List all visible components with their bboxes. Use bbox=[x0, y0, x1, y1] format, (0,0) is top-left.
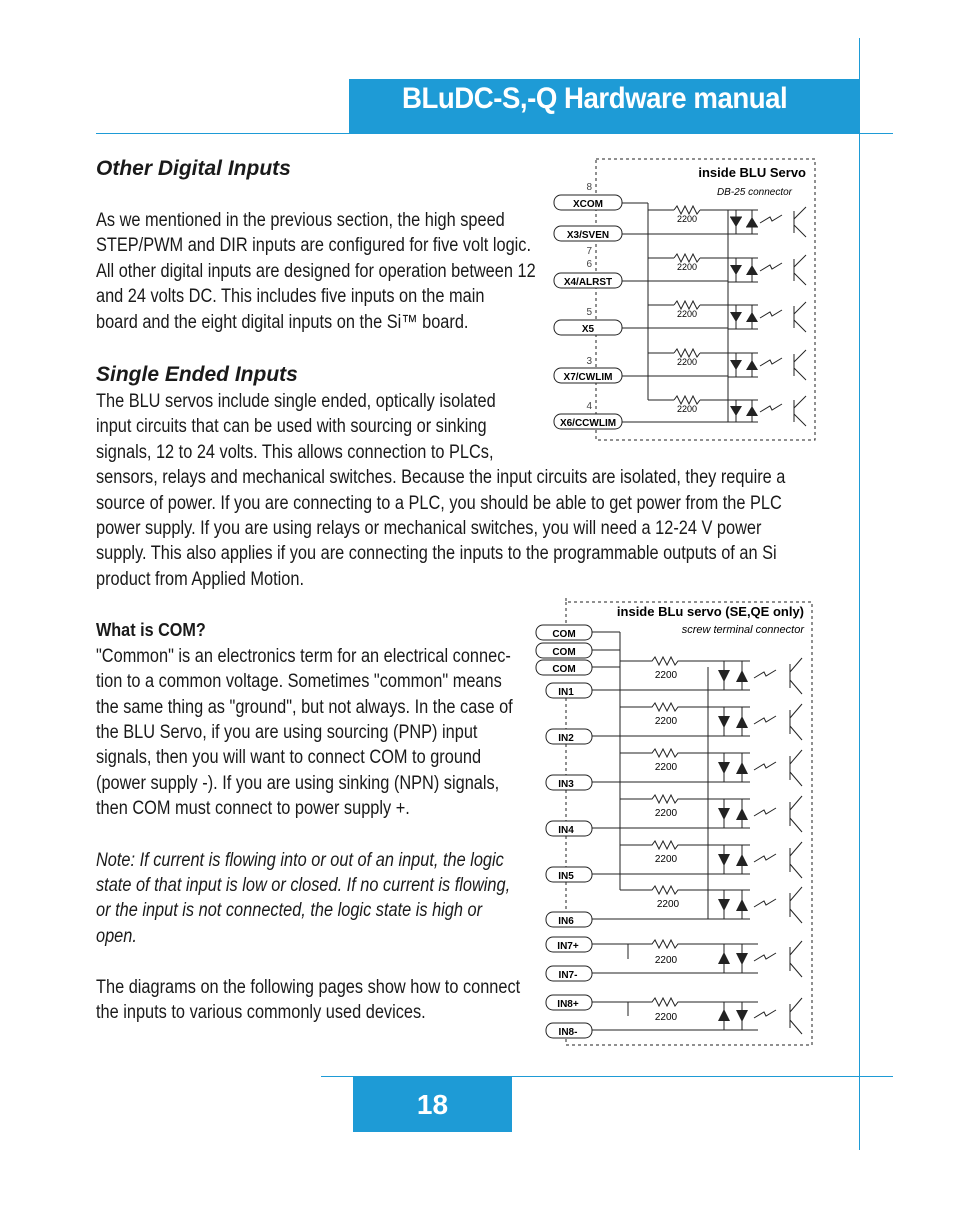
pin-x4-alrst bbox=[554, 273, 622, 288]
terminal-com-3 bbox=[536, 660, 592, 675]
pin-x3-sven bbox=[554, 226, 622, 241]
diagram2-boundary bbox=[566, 598, 812, 1045]
svg-text:X7/CWLIM: X7/CWLIM bbox=[563, 372, 613, 383]
text-line: The BLU servos include single ended, optically isolated bbox=[96, 391, 496, 412]
input-channel bbox=[648, 254, 806, 285]
text-line: signals, then you will want to connect COM to ground bbox=[96, 747, 482, 768]
heading-what-is-com: What is COM? bbox=[96, 620, 206, 640]
input-channel bbox=[620, 795, 802, 832]
input-channel bbox=[620, 703, 802, 740]
svg-text:IN1: IN1 bbox=[558, 687, 574, 698]
diagram-db25-inputs bbox=[548, 155, 820, 445]
text-line: sensors, relays and mechanical switches. Because the input circuits are isolated, they require a bbox=[96, 467, 786, 488]
svg-text:IN4: IN4 bbox=[558, 825, 574, 836]
text-line: source of power. If you are connecting to a PLC, you should be able to get power from the PLC bbox=[96, 493, 782, 514]
header-rule bbox=[96, 133, 893, 134]
heading-other-digital-inputs: Other Digital Inputs bbox=[96, 157, 291, 180]
resistor-value: 2200 bbox=[654, 955, 678, 966]
terminal-in5 bbox=[546, 867, 592, 882]
diagram1-subtitle: DB-25 connector bbox=[716, 187, 792, 198]
terminal-in1 bbox=[546, 683, 592, 698]
svg-text:X6/CCWLIM: X6/CCWLIM bbox=[559, 418, 617, 429]
note-line: open. bbox=[96, 926, 137, 947]
text-line: power supply. If you are using relays or mechanical switches, you will need a 12-24 V power bbox=[96, 518, 762, 539]
pin-x6-ccwlim bbox=[554, 414, 622, 429]
resistor-value: 2200 bbox=[654, 762, 678, 773]
note-line: or the input is not connected, the logic state is high or bbox=[96, 900, 483, 921]
pin-number: 4 bbox=[586, 401, 592, 412]
text-line: All other digital inputs are designed for operation between 12 bbox=[96, 261, 536, 282]
resistor-value: 2200 bbox=[676, 404, 698, 414]
svg-text:IN5: IN5 bbox=[558, 871, 574, 882]
text-line: then COM must connect to power supply +. bbox=[96, 798, 410, 819]
svg-text:COM: COM bbox=[552, 664, 576, 675]
svg-text:IN8+: IN8+ bbox=[557, 999, 579, 1010]
svg-text:COM: COM bbox=[552, 647, 576, 658]
text-line: "Common" is an electronics term for an electrical connec- bbox=[96, 646, 511, 667]
pin-number: 5 bbox=[586, 307, 592, 318]
svg-text:IN8-: IN8- bbox=[558, 1027, 578, 1038]
resistor-value: 2200 bbox=[676, 214, 698, 224]
input-channel bbox=[648, 393, 806, 426]
svg-text:IN2: IN2 bbox=[558, 733, 574, 744]
svg-text:COM: COM bbox=[552, 629, 576, 640]
input-channel-differential bbox=[628, 940, 802, 977]
text-line: input circuits that can be used with sourcing or sinking bbox=[96, 416, 487, 437]
terminal-in4 bbox=[546, 821, 592, 836]
diagram1-title: inside BLU Servo bbox=[698, 165, 806, 180]
pin-number: 6 bbox=[586, 259, 592, 270]
diagram2-subtitle: screw terminal connector bbox=[681, 624, 804, 636]
terminal-com-1 bbox=[536, 625, 592, 640]
pin-xcom bbox=[554, 195, 622, 210]
resistor-value: 2200 bbox=[656, 899, 680, 910]
svg-text:IN7+: IN7+ bbox=[557, 941, 579, 952]
text-line: board and the eight digital inputs on the Si™ board. bbox=[96, 312, 469, 333]
pin-x5 bbox=[554, 320, 622, 335]
resistor-value: 2200 bbox=[676, 262, 698, 272]
terminal-in3 bbox=[546, 775, 592, 790]
resistor-value: 2200 bbox=[654, 1012, 678, 1023]
svg-text:IN7-: IN7- bbox=[558, 970, 578, 981]
svg-text:X4/ALRST: X4/ALRST bbox=[563, 277, 613, 288]
terminal-in6 bbox=[546, 912, 592, 927]
page-border-vertical bbox=[859, 38, 860, 1150]
resistor-value: 2200 bbox=[676, 357, 698, 367]
text-line: the same thing as "ground", but not always. In the case of bbox=[96, 697, 513, 718]
terminal-in8-minus bbox=[546, 1023, 592, 1038]
text-line: tion to a common voltage. Sometimes "common" means bbox=[96, 671, 502, 692]
svg-text:X3/SVEN: X3/SVEN bbox=[566, 230, 610, 241]
text-line: supply. This also applies if you are connecting the inputs to the programmable outputs of an Si bbox=[96, 543, 777, 564]
pin-number: 8 bbox=[586, 182, 592, 193]
svg-text:IN3: IN3 bbox=[558, 779, 574, 790]
terminal-com-2 bbox=[536, 643, 592, 658]
input-channel-differential bbox=[628, 998, 802, 1034]
text-line: STEP/PWM and DIR inputs are configured for five volt logic. bbox=[96, 235, 532, 256]
text-line: and 24 volts DC. This includes five inputs on the main bbox=[96, 286, 485, 307]
text-line: the BLU Servo, if you are using sourcing (PNP) input bbox=[96, 722, 478, 743]
text-line: product from Applied Motion. bbox=[96, 569, 304, 590]
input-channel bbox=[648, 349, 806, 380]
resistor-value: 2200 bbox=[654, 670, 678, 681]
svg-text:IN6: IN6 bbox=[558, 916, 574, 927]
resistor-value: 2200 bbox=[654, 854, 678, 865]
diagram-screw-terminal-inputs bbox=[528, 594, 818, 1050]
terminal-in8-plus bbox=[546, 995, 592, 1010]
terminal-in7-minus bbox=[546, 966, 592, 981]
note-line: Note: If current is flowing into or out of an input, the logic bbox=[96, 850, 504, 871]
heading-single-ended-inputs: Single Ended Inputs bbox=[96, 363, 298, 386]
page-number: 18 bbox=[416, 1089, 449, 1120]
text-line: The diagrams on the following pages show how to connect bbox=[96, 977, 521, 998]
svg-text:XCOM: XCOM bbox=[573, 199, 603, 210]
input-channel bbox=[648, 301, 806, 332]
svg-text:X5: X5 bbox=[581, 324, 595, 335]
text-line: signals, 12 to 24 volts. This allows connection to PLCs, bbox=[96, 442, 494, 463]
text-line: As we mentioned in the previous section, the high speed bbox=[96, 210, 505, 231]
pin-number: 7 bbox=[586, 246, 592, 257]
resistor-value: 2200 bbox=[654, 808, 678, 819]
resistor-value: 2200 bbox=[654, 716, 678, 727]
input-channel bbox=[620, 886, 802, 923]
diagram1-boundary bbox=[596, 159, 815, 440]
diagram2-title: inside BLu servo (SE,QE only) bbox=[616, 604, 804, 619]
input-channel bbox=[620, 657, 802, 694]
input-channel bbox=[620, 749, 802, 786]
text-line: the inputs to various commonly used devices. bbox=[96, 1002, 426, 1023]
input-channel bbox=[648, 206, 806, 237]
pin-number: 3 bbox=[586, 356, 592, 367]
resistor-value: 2200 bbox=[676, 309, 698, 319]
terminal-in2 bbox=[546, 729, 592, 744]
note-line: state of that input is low or closed. If no current is flowing, bbox=[96, 875, 511, 896]
pin-x7-cwlim bbox=[554, 368, 622, 383]
terminal-in7-plus bbox=[546, 937, 592, 952]
page-title: BLuDC-S,-Q Hardware manual bbox=[402, 82, 788, 115]
input-channel bbox=[620, 841, 802, 878]
text-line: (power supply -). If you are using sinking (NPN) signals, bbox=[96, 773, 500, 794]
